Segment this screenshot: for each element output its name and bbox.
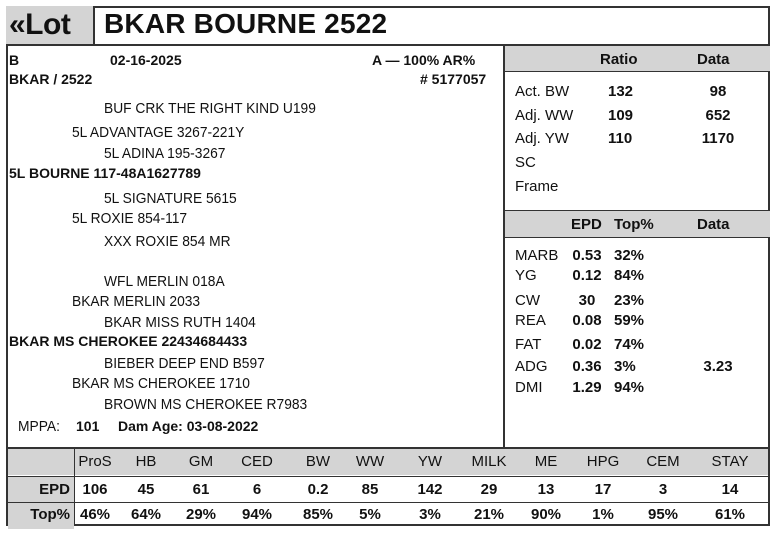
performance-header bbox=[505, 46, 770, 72]
animal-title: BKAR BOURNE 2522 bbox=[104, 8, 388, 39]
pedigree-sire-sire: 5L ADVANTAGE 3267-221Y bbox=[72, 124, 245, 141]
pedigree-dam-dam-sire: BIEBER DEEP END B597 bbox=[104, 355, 265, 372]
epd-trait-header: BW bbox=[305, 453, 331, 470]
carcass-row-epd: 0.12 bbox=[572, 267, 602, 284]
epd-value: 13 bbox=[537, 481, 555, 498]
pedigree-sire-sire-dam: 5L ADINA 195-3267 bbox=[104, 145, 226, 162]
dam-age: Dam Age: 03-08-2022 bbox=[118, 418, 259, 434]
carcass-row-label: REA bbox=[515, 312, 546, 329]
pedigree-sire: 5L BOURNE 117-48A1627789 bbox=[9, 165, 201, 181]
carcass-row-epd: 0.53 bbox=[572, 247, 602, 264]
pedigree-dam-sire-dam: BKAR MISS RUTH 1404 bbox=[104, 314, 256, 331]
performance-row-data: 98 bbox=[709, 83, 727, 100]
pedigree-sire-dam-dam: XXX ROXIE 854 MR bbox=[104, 233, 231, 250]
carcass-row-epd: 1.29 bbox=[572, 379, 602, 396]
epd-top-percent: 29% bbox=[185, 506, 217, 523]
epd-value: 106 bbox=[82, 481, 108, 498]
epd-trait-header: CEM bbox=[646, 453, 680, 470]
sex-code: B bbox=[9, 52, 20, 68]
pedigree-dam-dam-dam: BROWN MS CHEROKEE R7983 bbox=[104, 396, 308, 413]
carcass-row-epd: 0.02 bbox=[572, 336, 602, 353]
performance-row-ratio: 109 bbox=[608, 107, 634, 124]
performance-row-ratio: 110 bbox=[608, 130, 633, 147]
table-row-divider bbox=[6, 476, 770, 477]
performance-row-data: 1170 bbox=[701, 130, 735, 147]
epd-top-percent: 95% bbox=[647, 506, 679, 523]
epd-trait-header: GM bbox=[188, 453, 214, 470]
performance-row-label: SC bbox=[515, 154, 536, 171]
epd-value: 3 bbox=[658, 481, 668, 498]
carcass-row-label: FAT bbox=[515, 336, 542, 353]
carcass-row-top: 3% bbox=[614, 358, 636, 375]
carcass-row-top: 32% bbox=[614, 247, 645, 264]
performance-row-label: Adj. YW bbox=[515, 130, 569, 147]
epd-top-percent: 61% bbox=[714, 506, 746, 523]
pedigree-dam: BKAR MS CHEROKEE 22434684433 bbox=[9, 333, 248, 349]
performance-row-ratio: 132 bbox=[608, 83, 634, 100]
epd-trait-header: HB bbox=[135, 453, 157, 470]
epd-value: 14 bbox=[721, 481, 739, 498]
epd-trait-header: STAY bbox=[711, 453, 749, 470]
carcass-data-header: Data bbox=[697, 216, 730, 233]
epd-top-percent: 64% bbox=[130, 506, 162, 523]
carcass-row-epd: 0.08 bbox=[572, 312, 602, 329]
pedigree-dam-sire-sire: WFL MERLIN 018A bbox=[104, 273, 225, 290]
mppa-label: MPPA: bbox=[18, 418, 60, 435]
carcass-row-top: 84% bbox=[614, 267, 645, 284]
top-percent-header: Top% bbox=[614, 216, 654, 233]
carcass-row-data: 3.23 bbox=[703, 358, 733, 375]
carcass-row-epd: 30 bbox=[578, 292, 596, 309]
epd-value: 17 bbox=[594, 481, 612, 498]
lot-label: «Lot bbox=[9, 8, 71, 41]
epd-header: EPD bbox=[571, 216, 602, 233]
epd-top-percent: 3% bbox=[419, 506, 441, 523]
epd-value: 45 bbox=[137, 481, 155, 498]
top-row-label: Top% bbox=[30, 506, 70, 523]
epd-top-percent: 85% bbox=[302, 506, 334, 523]
carcass-row-label: DMI bbox=[515, 379, 543, 396]
epd-trait-header: YW bbox=[417, 453, 443, 470]
birth-date: 02-16-2025 bbox=[110, 52, 182, 68]
carcass-row-top: 23% bbox=[614, 292, 645, 309]
performance-row-label: Frame bbox=[515, 178, 559, 195]
carcass-row-label: YG bbox=[515, 267, 537, 284]
epd-trait-header: WW bbox=[355, 453, 385, 470]
epd-top-percent: 90% bbox=[530, 506, 562, 523]
epd-value: 0.2 bbox=[307, 481, 329, 498]
ratio-header: Ratio bbox=[600, 51, 638, 68]
carcass-row-label: CW bbox=[515, 292, 540, 309]
epd-trait-header: CED bbox=[241, 453, 273, 470]
epd-trait-header: ME bbox=[534, 453, 558, 470]
epd-top-percent: 94% bbox=[241, 506, 273, 523]
carcass-row-label: ADG bbox=[515, 358, 548, 375]
epd-value: 61 bbox=[192, 481, 210, 498]
table-row-divider bbox=[6, 502, 770, 503]
pedigree-sire-dam-sire: 5L SIGNATURE 5615 bbox=[104, 190, 237, 207]
pedigree-dam-sire: BKAR MERLIN 2033 bbox=[72, 293, 201, 310]
epd-trait-header: ProS bbox=[78, 453, 112, 470]
epd-value: 6 bbox=[252, 481, 262, 498]
performance-row-data: 652 bbox=[705, 107, 731, 124]
owner-name: BKAR / 2522 bbox=[9, 71, 93, 87]
performance-row-label: Adj. WW bbox=[515, 107, 574, 124]
panel-divider bbox=[503, 46, 505, 447]
lot-label-box bbox=[6, 6, 95, 46]
carcass-row-top: 94% bbox=[614, 379, 645, 396]
carcass-header bbox=[505, 210, 770, 238]
performance-row-label: Act. BW bbox=[515, 83, 570, 100]
carcass-row-top: 74% bbox=[614, 336, 645, 353]
epd-top-percent: 5% bbox=[359, 506, 381, 523]
carcass-row-top: 59% bbox=[614, 312, 645, 329]
pedigree-sire-dam: 5L ROXIE 854-117 bbox=[72, 210, 188, 227]
carcass-row-epd: 0.36 bbox=[572, 358, 602, 375]
epd-value: 142 bbox=[417, 481, 443, 498]
carcass-row-label: MARB bbox=[515, 247, 559, 264]
registration-number: # 5177057 bbox=[420, 71, 487, 87]
epd-top-percent: 1% bbox=[592, 506, 614, 523]
epd-trait-header: MILK bbox=[471, 453, 507, 470]
epd-value: 85 bbox=[361, 481, 379, 498]
epd-value: 29 bbox=[480, 481, 498, 498]
epd-trait-header: HPG bbox=[586, 453, 620, 470]
pedigree-sire-sire-sire: BUF CRK THE RIGHT KIND U199 bbox=[104, 100, 316, 117]
mppa-value: 101 bbox=[76, 418, 100, 434]
pedigree-dam-dam: BKAR MS CHEROKEE 1710 bbox=[72, 375, 250, 392]
epd-row-label: EPD bbox=[39, 481, 70, 498]
data-header: Data bbox=[697, 51, 730, 68]
registration-status: A — 100% AR% bbox=[372, 52, 476, 68]
epd-top-percent: 21% bbox=[473, 506, 505, 523]
epd-top-percent: 46% bbox=[79, 506, 111, 523]
